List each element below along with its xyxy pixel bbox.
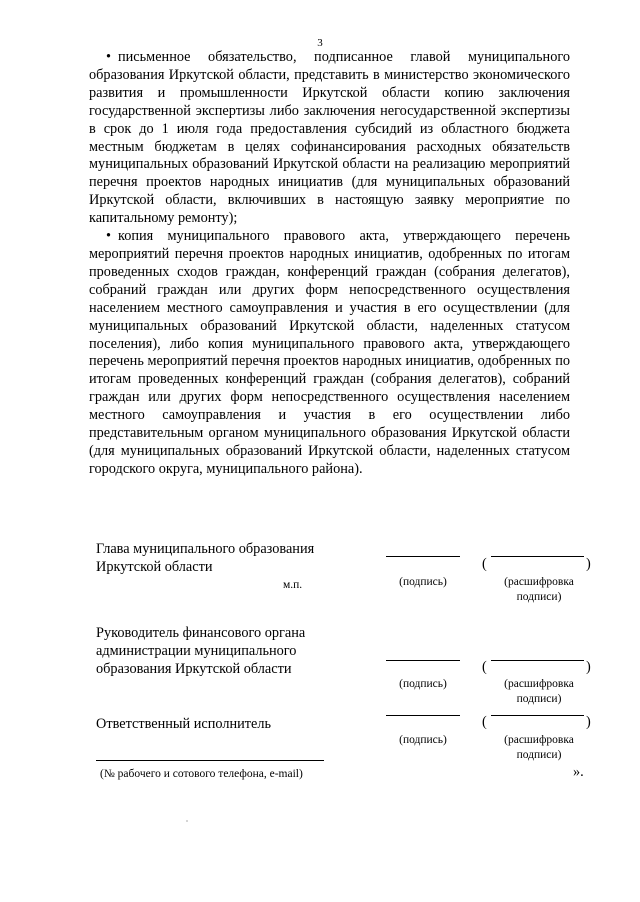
signature-line-finance[interactable]: [386, 660, 460, 661]
bullet-marker: •: [106, 228, 112, 245]
paragraph-written-obligation: [89, 49, 570, 228]
bullet-marker: •: [106, 49, 112, 65]
decode-line-head[interactable]: [491, 556, 584, 557]
paren-close: ): [586, 714, 591, 730]
signature-caption: (подпись): [399, 678, 447, 690]
paren-close: ): [586, 556, 591, 572]
signature-finance-title: [96, 625, 305, 679]
decode-line-executor[interactable]: [491, 715, 584, 716]
signature-head-line2: Иркутской области: [96, 558, 213, 575]
document-body: [89, 49, 570, 479]
decode-caption: (расшифровка подписи): [504, 734, 574, 761]
signature-executor-line1: Ответственный исполнитель: [96, 716, 272, 732]
signature-executor-title: [96, 716, 271, 734]
signature-head-title: [96, 541, 314, 577]
page-number: 3: [317, 37, 323, 49]
signature-line-head[interactable]: [386, 556, 460, 557]
decode-caption: (расшифровка подписи): [504, 678, 574, 705]
signature-caption: (подпись): [399, 576, 447, 588]
closing-quote-mark: ».: [573, 764, 584, 780]
stamp-place-label: м.п.: [283, 579, 303, 591]
scan-speck: [186, 820, 188, 822]
paren-close: ): [586, 659, 591, 675]
paren-open: (: [482, 714, 487, 730]
signature-finance-line2: администрации муниципального: [96, 642, 297, 659]
signature-finance-line1: Руководитель финансового органа: [96, 625, 306, 641]
paragraph-legal-act-copy: [89, 228, 570, 479]
phone-email-caption: (№ рабочего и сотового телефона, e-mail): [100, 768, 303, 780]
phone-email-line[interactable]: [96, 760, 324, 761]
paren-open: (: [482, 556, 487, 572]
paragraph-text: копия муниципального правового акта, утверждающего перечень мероприятий перечня проектов народных инициатив, одобренных по итогам проведенных сходов граждан, конференций граждан (собрания делегатов), собраний граждан или других форм непосредственного осуществления населением местного самоуправления и участия в его осуществлении (для муниципальных образований Иркутской области, наделенных статусом поселения), либо копия муниципального правового акта, утверждающего перечень мероприятий перечня проектов народных инициатив, одобренных по итогам проведенных конференций граждан (собрания делегатов), собраний граждан или других форм непосредственного осуществления населением местного самоуправления и участия в его осуществлении либо представительным органом муниципального образования Иркутской области (для муниципальных образований Иркутской области, наделенных статусом городского округа, муниципального района).: [89, 228, 570, 477]
signature-finance-line3: образования Иркутской области: [96, 660, 292, 677]
signature-line-executor[interactable]: [386, 715, 460, 716]
decode-caption: (расшифровка подписи): [504, 576, 574, 603]
paren-open: (: [482, 659, 487, 675]
signature-caption: (подпись): [399, 734, 447, 746]
signature-head-line1: Глава муниципального образования: [96, 541, 315, 557]
paragraph-text: письменное обязательство, подписанное главой муниципального образования Иркутской области, представить в министерство экономического развития и промышленности Иркутской области копию заключения государственной экспертизы либо заключения негосударственной экспертизы в срок до 1 июля года предоставления субсидий из областного бюджета местным бюджетам в целях софинансирования расходных обязательств муниципальных образований Иркутской области на реализацию мероприятий перечня проектов народных инициатив (для муниципальных образований Иркутской области, включивших в настоящую заявку мероприятие по капитальному ремонту);: [89, 49, 570, 227]
decode-line-finance[interactable]: [491, 660, 584, 661]
